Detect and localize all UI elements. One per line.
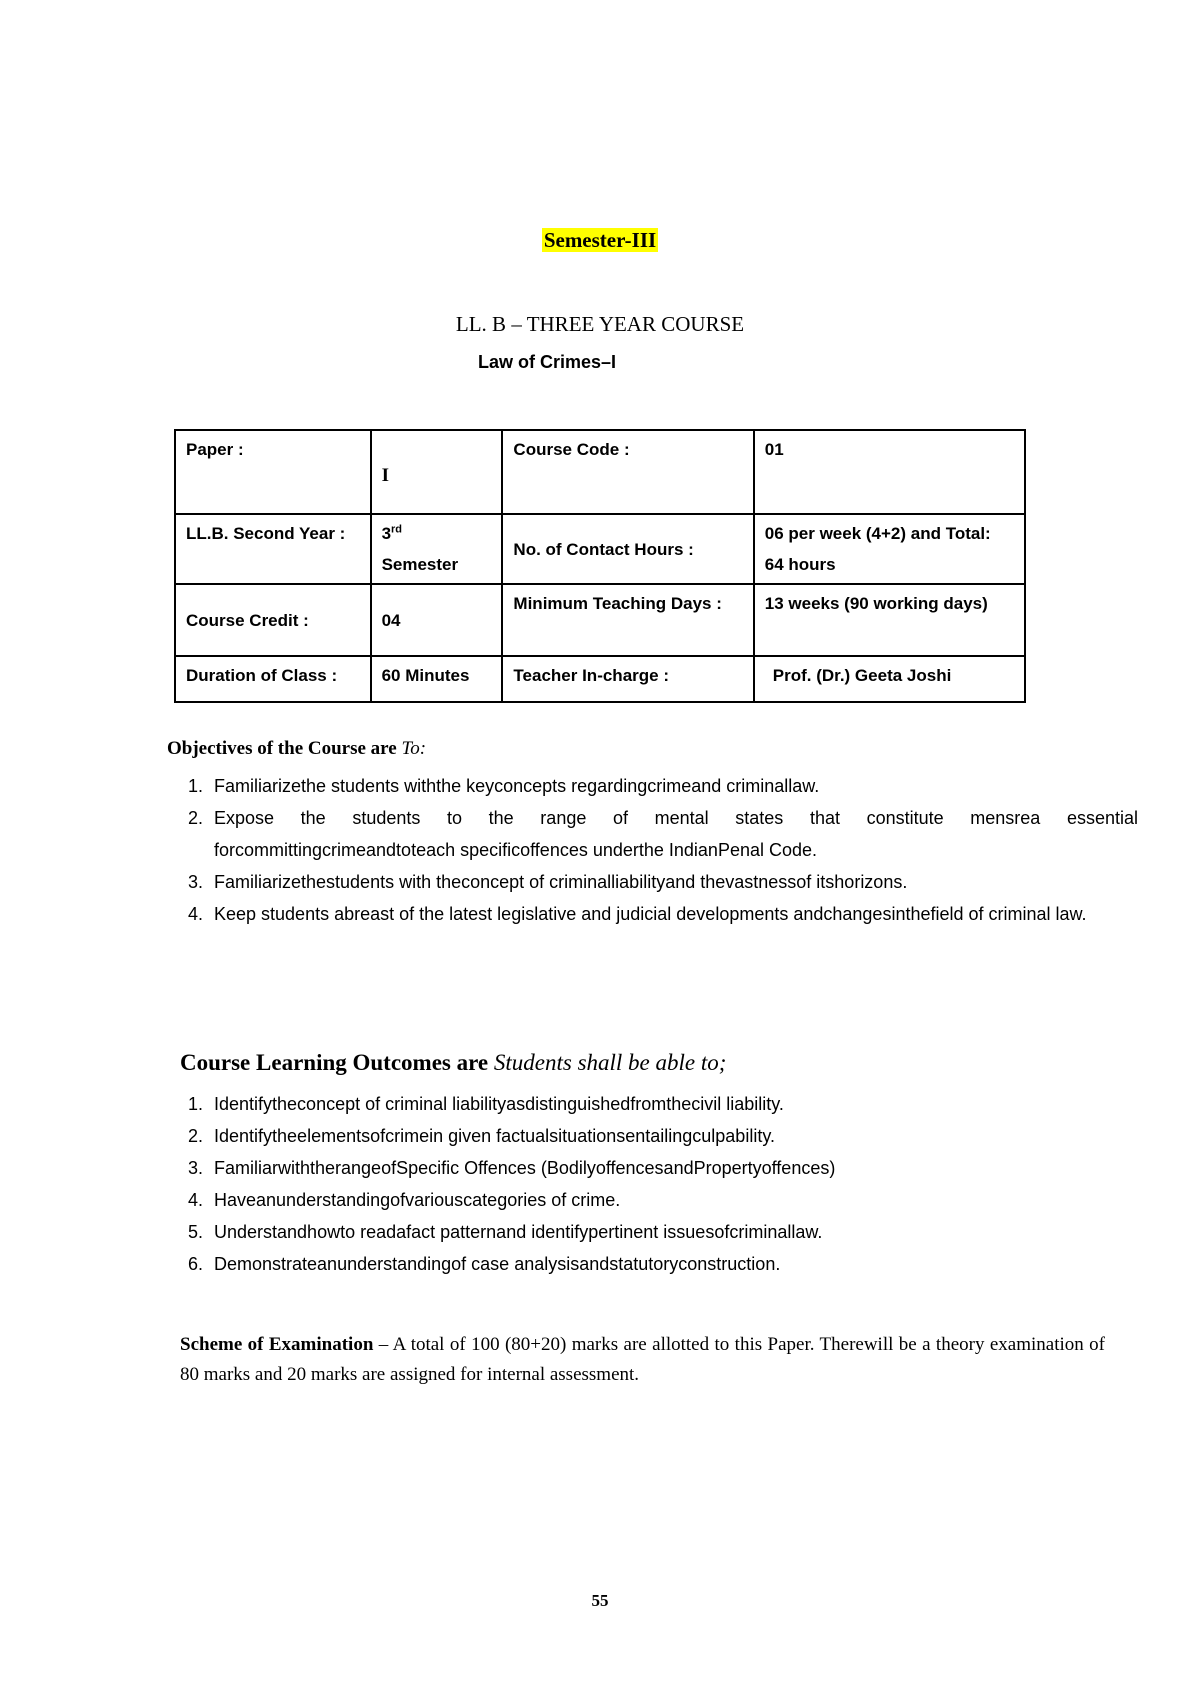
course-info-table xyxy=(174,429,1026,703)
objectives-list xyxy=(168,770,1138,930)
course-code-value: 01 xyxy=(754,430,1025,514)
table-row xyxy=(175,656,1025,702)
course-code-label: Course Code : xyxy=(502,430,753,514)
duration-value: 60 Minutes xyxy=(371,656,503,702)
list-item: 1. Familiarizethe students withthe keyconcepts regardingcrimeand criminallaw. xyxy=(208,770,1138,802)
scheme-label: Scheme of Examination xyxy=(180,1334,374,1355)
objectives-heading-bold: Objectives of the Course are xyxy=(167,738,397,759)
outcomes-heading-italic: Students shall be able to; xyxy=(493,1050,727,1075)
list-item: 5. Understandhowto readafact patternand identifypertinent issuesofcriminallaw. xyxy=(208,1216,1138,1248)
course-title: LL. B – THREE YEAR COURSE xyxy=(455,312,745,336)
page-number: 55 xyxy=(591,1591,609,1610)
list-item: 3. FamiliarwiththerangeofSpecific Offences (BodilyoffencesandPropertyoffences) xyxy=(208,1152,1138,1184)
min-days-value: 13 weeks (90 working days) xyxy=(754,584,1025,656)
outcomes-heading-bold: Course Learning Outcomes are xyxy=(180,1050,489,1075)
semester-suffix: rd xyxy=(391,523,403,536)
table-row xyxy=(175,430,1025,514)
semester-number: 3 xyxy=(381,524,392,543)
list-item xyxy=(208,802,1138,866)
paper-label: Paper : xyxy=(175,430,371,514)
contact-hours-label: No. of Contact Hours : xyxy=(502,514,753,584)
scheme-paragraph xyxy=(180,1330,1105,1390)
paper-value: I xyxy=(381,465,389,486)
min-days-label: Minimum Teaching Days : xyxy=(502,584,753,656)
list-item: 2. Identifytheelementsofcrimein given factualsituationsentailingculpability. xyxy=(208,1120,1138,1152)
list-item: 1. Identifytheconcept of criminal liabilityasdistinguishedfromthecivil liability. xyxy=(208,1088,1138,1120)
semester-value xyxy=(371,514,503,584)
objective-2-line1: 2. Expose the students to the range of mental states that constitute mensrea essential xyxy=(214,808,1138,828)
list-item: 6. Demonstrateanunderstandingof case analysisandstatutoryconstruction. xyxy=(208,1248,1138,1280)
paper-value-cell xyxy=(371,430,503,514)
teacher-label: Teacher In-charge : xyxy=(502,656,753,702)
scheme-text: – A total of 100 (80+20) marks are allotted to this Paper. Therewill be a theory examination of 80 marks and 20 marks are assigned for internal assessment. xyxy=(180,1334,1105,1385)
objective-2-line2: forcommittingcrimeandtoteach specificoffences underthe IndianPenal Code. xyxy=(214,840,818,860)
list-item: 3. Familiarizethestudents with theconcept of criminalliabilityand thevastnessof itshorizons. xyxy=(208,866,1138,898)
semester-word: Semester xyxy=(381,555,459,574)
table-row xyxy=(175,514,1025,584)
credit-label: Course Credit : xyxy=(175,584,371,656)
table-row xyxy=(175,584,1025,656)
year-label: LL.B. Second Year : xyxy=(175,514,371,584)
list-item: 4. Haveanunderstandingofvariouscategories of crime. xyxy=(208,1184,1138,1216)
duration-label: Duration of Class : xyxy=(175,656,371,702)
objectives-heading xyxy=(167,738,426,760)
outcomes-heading xyxy=(180,1050,726,1076)
semester-heading xyxy=(0,228,1200,253)
contact-hours-value: 06 per week (4+2) and Total: 64 hours xyxy=(754,514,1025,584)
credit-value: 04 xyxy=(371,584,503,656)
outcomes-list xyxy=(168,1088,1138,1280)
teacher-value: Prof. (Dr.) Geeta Joshi xyxy=(754,656,1025,702)
list-item: 4. Keep students abreast of the latest legislative and judicial developments andchangesinthefield of criminal law. xyxy=(208,898,1138,930)
subject-title: Law of Crimes–I xyxy=(478,352,617,372)
semester-label: Semester-III xyxy=(543,228,657,252)
objectives-heading-italic: To: xyxy=(401,738,427,759)
